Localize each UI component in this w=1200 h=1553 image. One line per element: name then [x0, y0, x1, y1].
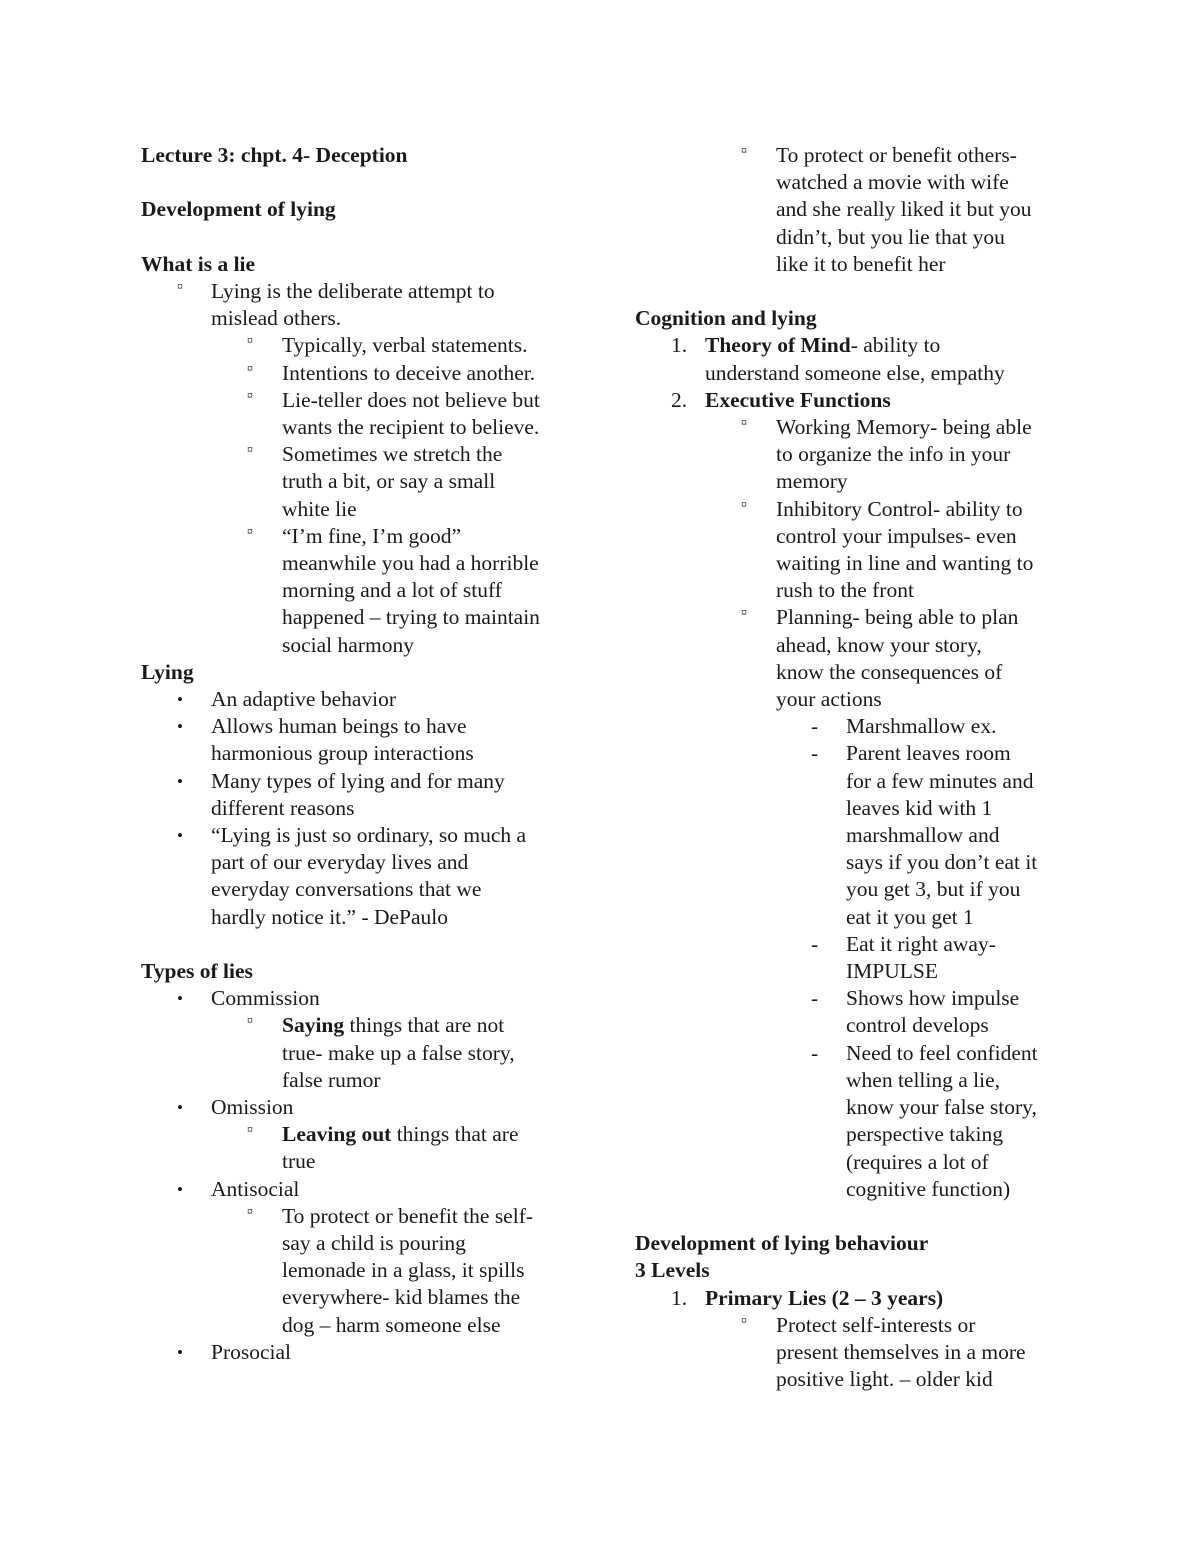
text-line: didn’t, but you lie that you — [776, 224, 1005, 249]
text-line: Commission — [211, 986, 320, 1011]
blank-line — [635, 1203, 1085, 1230]
text-line: An adaptive behavior — [211, 687, 397, 712]
text-line: wants the recipient to believe. — [282, 415, 540, 439]
text-line: Allows human beings to have — [211, 714, 467, 739]
list-item — [635, 931, 1085, 985]
text-line: Lying is the deliberate attempt to — [211, 278, 495, 303]
text-line: know the consequences of — [776, 659, 1003, 684]
heading-cognition-and-lying: Cognition and lying — [635, 306, 817, 331]
list-item-text — [282, 360, 591, 387]
dash-marker: - — [811, 714, 819, 739]
list-item-text — [282, 1121, 591, 1175]
list-item-text — [282, 332, 591, 359]
list-item — [635, 740, 1085, 930]
text-line: your actions — [776, 687, 882, 712]
text-line: Working Memory- being able — [776, 415, 1032, 440]
heading-lecture-3-chpt-4-deception: Lecture 3: chpt. 4- Deception — [141, 143, 408, 167]
list-item-text — [846, 713, 1085, 740]
text-line: control develops — [846, 1013, 989, 1038]
list-item-text — [211, 713, 591, 767]
bullet-icon: • — [177, 989, 183, 1009]
list-item — [635, 332, 1085, 386]
text-line: true- make up a false story, — [282, 1040, 515, 1065]
text-line: understand someone else, empathy — [705, 360, 1005, 385]
text-line: Antisocial — [211, 1176, 300, 1201]
list-item — [141, 441, 591, 523]
text-line: control your impulses- even — [776, 523, 1017, 548]
text-line: eat it you get 1 — [846, 904, 974, 929]
text-rest: things that are — [391, 1122, 519, 1147]
list-item — [141, 1012, 591, 1094]
text-line: morning and a lot of stuff — [282, 578, 502, 603]
text-rest: - ability to — [850, 333, 941, 358]
list-item — [141, 985, 591, 1012]
bold-term: Theory of Mind — [705, 333, 851, 358]
heading-what-is-a-lie: What is a lie — [141, 251, 256, 276]
text-line: Typically, verbal statements. — [282, 333, 528, 358]
text-line: everywhere- kid blames the — [282, 1285, 521, 1310]
list-item-text — [211, 278, 591, 332]
square-bullet-icon: ¤ — [741, 496, 747, 511]
text-line — [705, 332, 1085, 359]
blank-line — [141, 224, 591, 251]
text-line: Lie-teller does not believe but — [282, 387, 540, 412]
text-line: watched a movie with wife — [776, 170, 1009, 195]
text-line: Intentions to deceive another. — [282, 360, 536, 385]
text-line: part of our everyday lives and — [211, 850, 469, 875]
text-line: “Lying is just so ordinary, so much a — [211, 823, 527, 848]
square-bullet-icon: ¤ — [247, 523, 253, 538]
heading-lying: Lying — [141, 659, 194, 684]
list-item — [635, 387, 1085, 414]
text-line: waiting in line and wanting to — [776, 551, 1034, 576]
list-item — [141, 387, 591, 441]
list-item — [635, 142, 1085, 278]
text-line: lemonade in a glass, it spills — [282, 1258, 525, 1283]
text-line: IMPULSE — [846, 959, 938, 984]
list-item — [141, 523, 591, 659]
text-line: meanwhile you had a horrible — [282, 551, 539, 576]
square-bullet-icon: ¤ — [247, 333, 253, 348]
heading-types-of-lies: Types of lies — [141, 959, 253, 984]
list-item — [141, 360, 591, 387]
text-line: Protect self-interests or — [776, 1312, 976, 1337]
text-line: to organize the info in your — [776, 442, 1011, 467]
text-line: leaves kid with 1 — [846, 795, 993, 820]
list-item-text — [846, 1040, 1085, 1203]
list-item-text — [705, 332, 1085, 386]
text-line: ahead, know your story, — [776, 632, 982, 657]
list-number: 2. — [671, 387, 688, 412]
square-bullet-icon: ¤ — [741, 143, 747, 157]
list-item — [635, 604, 1085, 713]
text-line: present themselves in a more — [776, 1339, 1026, 1364]
text-line: Shows how impulse — [846, 986, 1020, 1011]
list-item-text — [211, 1176, 591, 1203]
text-line — [705, 387, 1085, 414]
text-line: dog – harm someone else — [282, 1312, 501, 1337]
text-line: white lie — [282, 496, 357, 521]
bold-term: Saying — [282, 1013, 345, 1038]
bold-term: Leaving out — [282, 1122, 392, 1147]
dash-marker: - — [811, 931, 819, 956]
text-line: you get 3, but if you — [846, 877, 1021, 902]
list-item-text — [705, 387, 1085, 414]
bullet-icon: • — [177, 771, 183, 791]
list-item — [141, 1339, 591, 1366]
list-item — [141, 822, 591, 931]
text-line: know your false story, — [846, 1095, 1037, 1120]
text-line: Omission — [211, 1095, 294, 1120]
text-line: Prosocial — [211, 1339, 292, 1364]
list-item-text — [846, 740, 1085, 930]
list-number: 1. — [671, 1285, 688, 1310]
list-item-text — [211, 985, 591, 1012]
list-item — [635, 985, 1085, 1039]
list-item-text — [211, 1339, 591, 1366]
dash-marker: - — [811, 1040, 819, 1065]
heading-3-levels: 3 Levels — [635, 1258, 710, 1283]
list-item-text — [776, 496, 1085, 605]
list-item-text — [776, 604, 1085, 713]
square-bullet-icon: ¤ — [247, 360, 253, 375]
list-item — [635, 713, 1085, 740]
text-line: perspective taking — [846, 1122, 1004, 1147]
text-line: “I’m fine, I’m good” — [282, 523, 462, 548]
list-item-text — [846, 931, 1085, 985]
text-line: different reasons — [211, 795, 355, 820]
text-line: like it to benefit her — [776, 251, 946, 276]
text-line: true — [282, 1149, 316, 1174]
text-line: Parent leaves room — [846, 741, 1011, 766]
text-line: for a few minutes and — [846, 768, 1034, 793]
dash-marker: - — [811, 741, 819, 766]
list-item — [635, 414, 1085, 496]
list-item-text — [211, 1094, 591, 1121]
text-line — [282, 1121, 591, 1148]
square-bullet-icon: ¤ — [247, 1122, 253, 1137]
list-item-text — [211, 768, 591, 822]
text-line: truth a bit, or say a small — [282, 469, 496, 494]
list-item — [635, 496, 1085, 605]
text-line: hardly notice it.” - DePaulo — [211, 904, 449, 929]
text-line: (requires a lot of — [846, 1149, 989, 1174]
text-line: Eat it right away- — [846, 931, 996, 956]
bullet-icon: • — [177, 1098, 183, 1118]
square-bullet-icon: ¤ — [177, 278, 183, 293]
blank-line — [141, 931, 591, 958]
text-line: To protect or benefit others- — [776, 143, 1017, 167]
text-line: false rumor — [282, 1067, 381, 1092]
text-rest: things that are not — [344, 1013, 505, 1038]
list-item-text — [282, 441, 591, 523]
square-bullet-icon: ¤ — [247, 442, 253, 457]
square-bullet-icon: ¤ — [247, 1203, 253, 1218]
list-item-text — [211, 686, 591, 713]
text-line: Sometimes we stretch the — [282, 442, 503, 467]
text-line: when telling a lie, — [846, 1067, 1001, 1092]
square-bullet-icon: ¤ — [247, 1013, 253, 1028]
list-item-text — [282, 1012, 591, 1094]
text-line: Need to feel confident — [846, 1040, 1038, 1065]
text-line: say a child is pouring — [282, 1231, 466, 1256]
text-line: marshmallow and — [846, 823, 1000, 848]
bullet-icon: • — [177, 690, 183, 710]
list-item-text — [282, 1203, 591, 1339]
left-column — [141, 142, 591, 1366]
text-line: harmonious group interactions — [211, 741, 474, 766]
text-line: positive light. – older kid — [776, 1367, 993, 1392]
dash-marker: - — [811, 986, 819, 1011]
list-item — [635, 1285, 1085, 1312]
list-item-text — [776, 1312, 1085, 1394]
text-line: Marshmallow ex. — [846, 714, 997, 739]
list-item — [141, 278, 591, 332]
text-line: To protect or benefit the self- — [282, 1203, 534, 1228]
heading-development-of-lying: Development of lying — [141, 197, 336, 222]
square-bullet-icon: ¤ — [741, 415, 747, 430]
list-item-text — [846, 985, 1085, 1039]
list-item — [141, 1121, 591, 1175]
blank-line — [141, 169, 591, 196]
list-item-text — [705, 1285, 1085, 1312]
list-item-text — [776, 142, 1085, 278]
list-number: 1. — [671, 333, 688, 358]
list-item — [141, 1203, 591, 1339]
bullet-icon: • — [177, 1179, 183, 1199]
list-item — [635, 1040, 1085, 1203]
list-item — [141, 332, 591, 359]
text-line: Many types of lying and for many — [211, 768, 505, 793]
text-line: Planning- being able to plan — [776, 605, 1019, 630]
list-item-text — [282, 523, 591, 659]
square-bullet-icon: ¤ — [741, 1312, 747, 1327]
list-item — [141, 713, 591, 767]
list-item-text — [211, 822, 591, 931]
blank-line — [635, 278, 1085, 305]
right-column — [635, 142, 1085, 1393]
text-line: and she really liked it but you — [776, 197, 1032, 222]
bold-term: Executive Functions — [705, 387, 891, 412]
heading-development-of-lying-behaviour: Development of lying behaviour — [635, 1231, 929, 1256]
text-line: social harmony — [282, 632, 414, 657]
square-bullet-icon: ¤ — [247, 387, 253, 402]
bullet-icon: • — [177, 826, 183, 846]
bullet-icon: • — [177, 717, 183, 737]
bold-term: Primary Lies (2 – 3 years) — [705, 1285, 944, 1310]
list-item-text — [776, 414, 1085, 496]
list-item — [141, 686, 591, 713]
bullet-icon: • — [177, 1342, 183, 1362]
text-line — [282, 1012, 591, 1039]
text-line: Inhibitory Control- ability to — [776, 496, 1023, 521]
text-line: memory — [776, 469, 848, 494]
text-line: rush to the front — [776, 578, 914, 603]
list-item — [141, 768, 591, 822]
list-item — [141, 1176, 591, 1203]
text-line: happened – trying to maintain — [282, 605, 540, 630]
list-item — [141, 1094, 591, 1121]
text-line: mislead others. — [211, 306, 342, 331]
text-line: cognitive function) — [846, 1176, 1011, 1201]
list-item — [635, 1312, 1085, 1394]
text-line — [705, 1285, 1085, 1312]
list-item-text — [282, 387, 591, 441]
text-line: says if you don’t eat it — [846, 850, 1038, 875]
text-line: everyday conversations that we — [211, 877, 482, 902]
square-bullet-icon: ¤ — [741, 605, 747, 620]
